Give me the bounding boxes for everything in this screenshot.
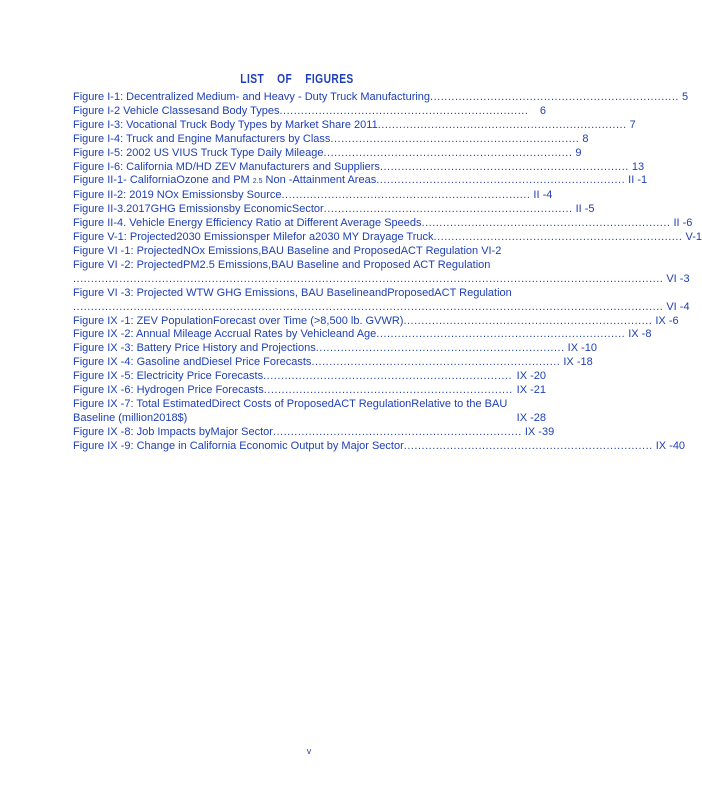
figure-entry[interactable]: Figure V-1: Projected2030 Emissionsper Milefor a2030 MY Drayage Truck ...................................................................... V-1 — [73, 231, 702, 244]
figure-page: IX -8 — [628, 328, 652, 341]
figure-entry[interactable]: Figure I-2 Vehicle Classesand Body Types ...................................................................... 6 — [73, 104, 546, 117]
figure-title: Figure IX -4: Gasoline andDiesel Price Forecasts — [73, 356, 312, 369]
figure-page: VI -3 — [666, 272, 690, 285]
figure-entry[interactable]: Figure II-4. Vehicle Energy Efficiency Ratio at Different Average Speeds ...................................................................... II -6 — [73, 217, 693, 230]
figure-entry[interactable]: Figure II-2: 2019 NOx Emissionsby Source ...................................................................... II -4 — [73, 189, 553, 202]
figure-entry[interactable]: Figure I-4: Truck and Engine Manufacturers by Class ...................................................................... 8 — [73, 132, 589, 145]
figure-title: Figure I-5: 2002 US VIUS Truck Type Daily Mileage — [73, 146, 324, 159]
figure-page: V-1 — [685, 231, 702, 244]
figure-title: Figure IX -8: Job Impacts byMajor Sector — [73, 425, 273, 438]
figure-page: IX -6 — [655, 314, 679, 327]
figure-page: 7 — [629, 118, 636, 131]
figure-title: Figure II-1- CaliforniaOzone and PM 2.5 Non -Attainment Areas — [73, 174, 377, 187]
figure-title: Figure I-2 Vehicle Classesand Body Types — [73, 104, 280, 117]
list-of-figures — [73, 91, 702, 454]
figure-page: II -4 — [533, 189, 553, 202]
figure-entry[interactable]: Figure IX -1: ZEV PopulationForecast over Time (>8,500 lb. GVWR) ...................................................................... IX -6 — [73, 314, 679, 327]
figure-title: Figure V-1: Projected2030 Emissionsper Milefor a2030 MY Drayage Truck — [73, 231, 434, 244]
page-title: LIST OF FIGURES — [240, 72, 354, 86]
figure-entry[interactable]: Figure I-3: Vocational Truck Body Types by Market Share 2011 ...................................................................... 7 — [73, 118, 636, 131]
figure-page: IX -10 — [567, 342, 598, 355]
page-number: v — [306, 746, 312, 756]
figure-title: Figure IX -7: Total EstimatedDirect Costs of ProposedACT RegulationRelative to the BAU Baseline (million2018$) — [73, 397, 508, 424]
figure-title: Figure II-3.2017GHG Emissionsby EconomicSector — [73, 203, 324, 216]
figure-title: Figure I-3: Vocational Truck Body Types by Market Share 2011 — [73, 118, 378, 131]
figure-page: 6 — [539, 104, 546, 117]
figure-entry[interactable]: Figure VI -3: Projected WTW GHG Emissions, BAU BaselineandProposedACT Regulation ...................................................................................................................................................................... VI -4 — [73, 286, 690, 313]
figure-entry[interactable] — [73, 398, 546, 426]
figure-page: IX -39 — [524, 425, 555, 438]
figure-title: Figure IX -9: Change in California Economic Output by Major Sector — [73, 439, 404, 452]
figure-page: 13 — [631, 160, 645, 173]
figure-entry[interactable]: Figure IX -8: Job Impacts byMajor Sector ...................................................................... IX -39 — [73, 425, 555, 438]
figure-page: IX -40 — [655, 439, 686, 452]
figure-entry[interactable]: Figure II-3.2017GHG Emissionsby EconomicSector ...................................................................... II -5 — [73, 203, 595, 216]
figure-entry[interactable]: Figure I-1: Decentralized Medium- and Heavy - Duty Truck Manufacturing ...................................................................... 5 — [73, 91, 689, 103]
figure-entry[interactable]: Figure IX -3: Battery Price History and Projections ...................................................................... IX -10 — [73, 342, 598, 355]
figure-entry[interactable]: Figure IX -6: Hydrogen Price Forecasts ...................................................................... IX -21 — [73, 384, 546, 397]
figure-page: II -6 — [673, 217, 693, 230]
figure-title: Figure IX -6: Hydrogen Price Forecasts — [73, 384, 264, 397]
figure-page: IX -18 — [563, 356, 593, 369]
figure-page: VI -4 — [666, 300, 690, 313]
figure-page: IX -21 — [516, 384, 546, 397]
figure-title: Figure VI -3: Projected WTW GHG Emissions, BAU BaselineandProposedACT Regulation — [73, 286, 512, 299]
figure-title: Figure VI -2: ProjectedPM2.5 Emissions,BAU Baseline and Proposed ACT Regulation — [73, 258, 491, 271]
figure-entry[interactable]: Figure VI -2: ProjectedPM2.5 Emissions,BAU Baseline and Proposed ACT Regulation ...................................................................................................................................................................... VI -3 — [73, 258, 690, 285]
figure-entry[interactable]: Figure IX -9: Change in California Economic Output by Major Sector ...................................................................... IX -40 — [73, 439, 686, 452]
figure-page: II -5 — [575, 203, 595, 216]
figure-entry[interactable]: Figure IX -2: Annual Mileage Accrual Rates by Vehicleand Age ...................................................................... IX -8 — [73, 328, 652, 341]
figure-entry[interactable]: Figure IX -4: Gasoline andDiesel Price Forecasts ...................................................................... IX -18 — [73, 356, 593, 369]
figure-title: Figure I-6: California MD/HD ZEV Manufacturers and Suppliers — [73, 160, 380, 173]
figure-title: Figure I-1: Decentralized Medium- and Heavy - Duty Truck Manufacturing — [73, 91, 431, 103]
figure-title: Figure II-4. Vehicle Energy Efficiency Ratio at Different Average Speeds — [73, 217, 422, 230]
figure-entry[interactable] — [73, 245, 546, 259]
figure-title: Figure IX -1: ZEV PopulationForecast over Time (>8,500 lb. GVWR) — [73, 314, 404, 327]
figure-entry[interactable]: Figure I-5: 2002 US VIUS Truck Type Daily Mileage ...................................................................... 9 — [73, 146, 582, 159]
figure-title: Figure I-4: Truck and Engine Manufacturers by Class — [73, 132, 331, 145]
figure-title: Figure II-2: 2019 NOx Emissionsby Source — [73, 189, 282, 202]
figure-page: II -1 — [628, 174, 648, 187]
figure-title: Figure IX -2: Annual Mileage Accrual Rates by Vehicleand Age — [73, 328, 377, 341]
figure-page: 9 — [575, 146, 582, 159]
figure-page: 5 — [681, 91, 689, 103]
figure-page: IX -28 — [516, 411, 546, 424]
figure-title: Figure IX -3: Battery Price History and Projections — [73, 342, 316, 355]
figure-title: Figure IX -5: Electricity Price Forecasts — [73, 370, 264, 383]
figure-title: Figure VI -1: ProjectedNOx Emissions,BAU Baseline and ProposedACT Regulation VI-2 — [73, 244, 502, 257]
subscript: 2.5 — [252, 178, 263, 186]
figure-entry[interactable]: Figure I-6: California MD/HD ZEV Manufacturers and Suppliers ...................................................................... 13 — [73, 160, 645, 173]
figure-entry[interactable]: Figure IX -5: Electricity Price Forecasts ...................................................................... IX -20 — [73, 370, 546, 383]
figure-page: 8 — [582, 132, 589, 145]
figure-page: IX -20 — [516, 370, 546, 383]
figure-entry[interactable]: Figure II-1- CaliforniaOzone and PM 2.5 Non -Attainment Areas ...................................................................... II -1 — [73, 174, 546, 189]
